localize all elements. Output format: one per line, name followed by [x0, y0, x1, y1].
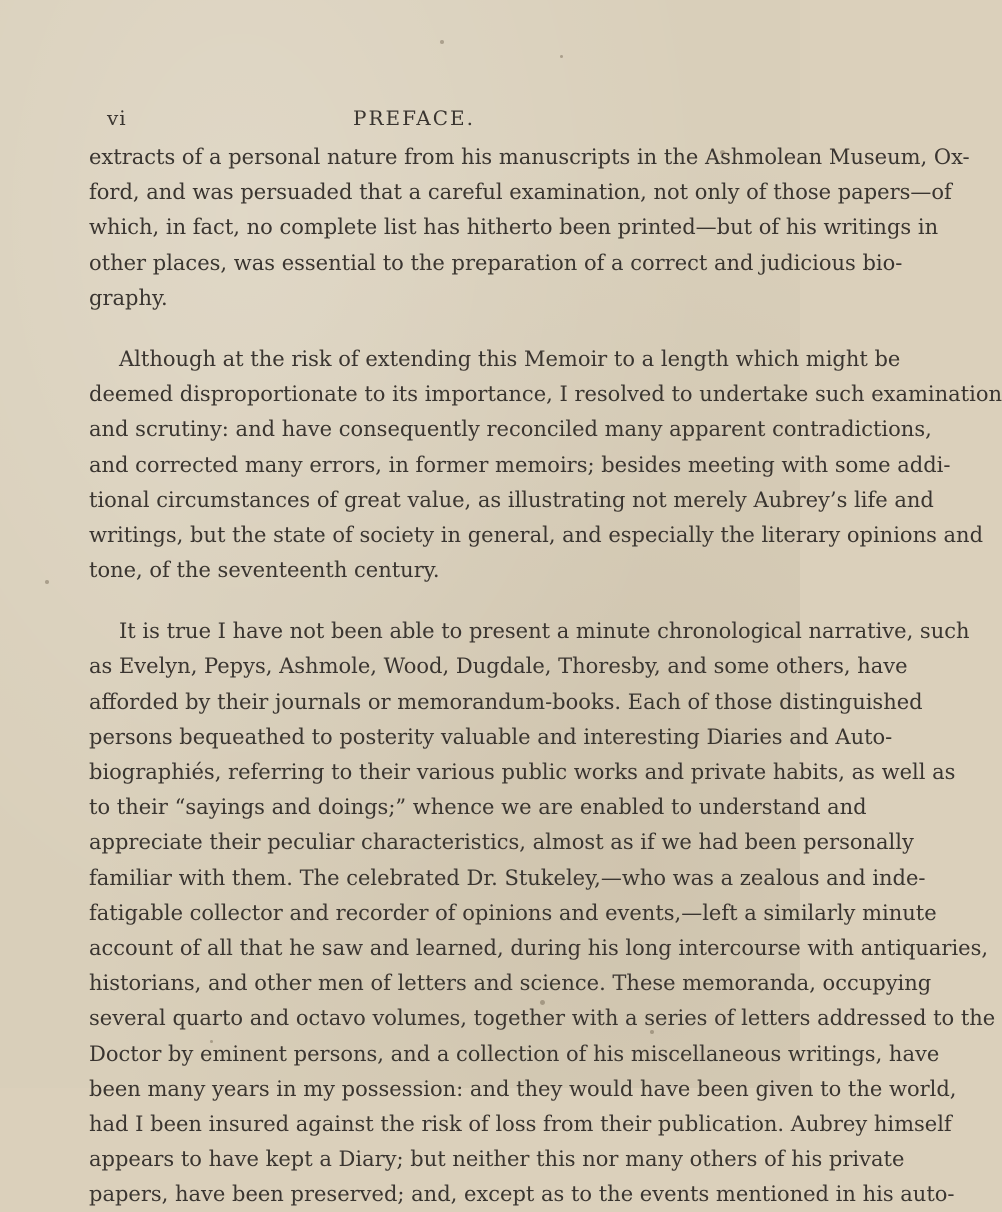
text-line: afforded by their journals or memorandum-books. Each of those distinguished: [89, 689, 923, 714]
page-number: vi: [107, 106, 127, 130]
paper-speck: [440, 40, 444, 44]
paper-speck: [45, 580, 49, 584]
text-line: appears to have kept a Diary; but neither this nor many others of his private: [89, 1147, 905, 1172]
text-line: familiar with them. The celebrated Dr. Stukeley,—who was a zealous and inde-: [89, 865, 926, 890]
text-line: extracts of a personal nature from his manuscripts in the Ashmolean Museum, Ox-: [89, 145, 970, 169]
text-line: writings, but the state of society in general, and especially the literary opinions and: [89, 522, 984, 547]
text-line: graphy.: [89, 285, 168, 310]
text-line: Although at the risk of extending this Memoir to a length which might be: [119, 346, 901, 371]
text-line: Doctor by eminent persons, and a collection of his miscellaneous writings, have: [89, 1041, 940, 1066]
text-line: ford, and was persuaded that a careful examination, not only of those papers—of: [89, 180, 952, 205]
body-text: [89, 140, 1002, 1212]
text-line: as Evelyn, Pepys, Ashmole, Wood, Dugdale, Thoresby, and some others, have: [89, 654, 908, 679]
text-line: appreciate their peculiar characteristics, almost as if we had been personally: [89, 830, 914, 855]
paper-speck: [540, 1000, 545, 1005]
text-line: papers, have been preserved; and, except as to the events mentioned in his auto-: [89, 1182, 955, 1207]
text-line: to their “sayings and doings;” whence we are enabled to understand and: [89, 795, 867, 820]
paragraph: [89, 342, 1002, 588]
text-line: and corrected many errors, in former memoirs; besides meeting with some addi-: [89, 452, 951, 477]
paper-speck: [560, 55, 563, 58]
text-line: biographiés, referring to their various public works and private habits, as well as: [89, 760, 956, 784]
text-line: deemed disproportionate to its importance, I resolved to undertake such examination: [89, 382, 1002, 407]
paper-speck: [720, 150, 725, 155]
text-line: and scrutiny: and have consequently reconciled many apparent contradictions,: [89, 417, 932, 442]
text-line: persons bequeathed to posterity valuable and interesting Diaries and Auto-: [89, 724, 893, 749]
text-line: fatigable collector and recorder of opinions and events,—left a similarly minute: [89, 900, 937, 925]
text-line: It is true I have not been able to present a minute chronological narrative, such: [119, 619, 970, 644]
text-line: had I been insured against the risk of loss from their publication. Aubrey himself: [89, 1111, 952, 1136]
paragraph: [89, 140, 970, 316]
text-line: been many years in my possession: and they would have been given to the world,: [89, 1076, 957, 1101]
text-line: historians, and other men of letters and science. These memoranda, occupying: [89, 971, 932, 996]
paper-speck: [210, 1040, 213, 1043]
running-title: PREFACE.: [353, 106, 475, 130]
text-line: tional circumstances of great value, as illustrating not merely Aubrey’s life and: [89, 487, 934, 512]
text-line: several quarto and octavo volumes, together with a series of letters addressed to the: [89, 1006, 996, 1031]
text-line: account of all that he saw and learned, during his long intercourse with antiquaries,: [89, 935, 989, 960]
paper-speck: [760, 430, 763, 433]
text-line: which, in fact, no complete list has hitherto been printed—but of his writings in: [89, 215, 939, 240]
page-header: [95, 106, 675, 136]
paragraph: [89, 614, 996, 1212]
text-line: other places, was essential to the preparation of a correct and judicious bio-: [89, 250, 903, 275]
text-line: tone, of the seventeenth century.: [89, 558, 440, 583]
paper-speck: [650, 1030, 654, 1034]
